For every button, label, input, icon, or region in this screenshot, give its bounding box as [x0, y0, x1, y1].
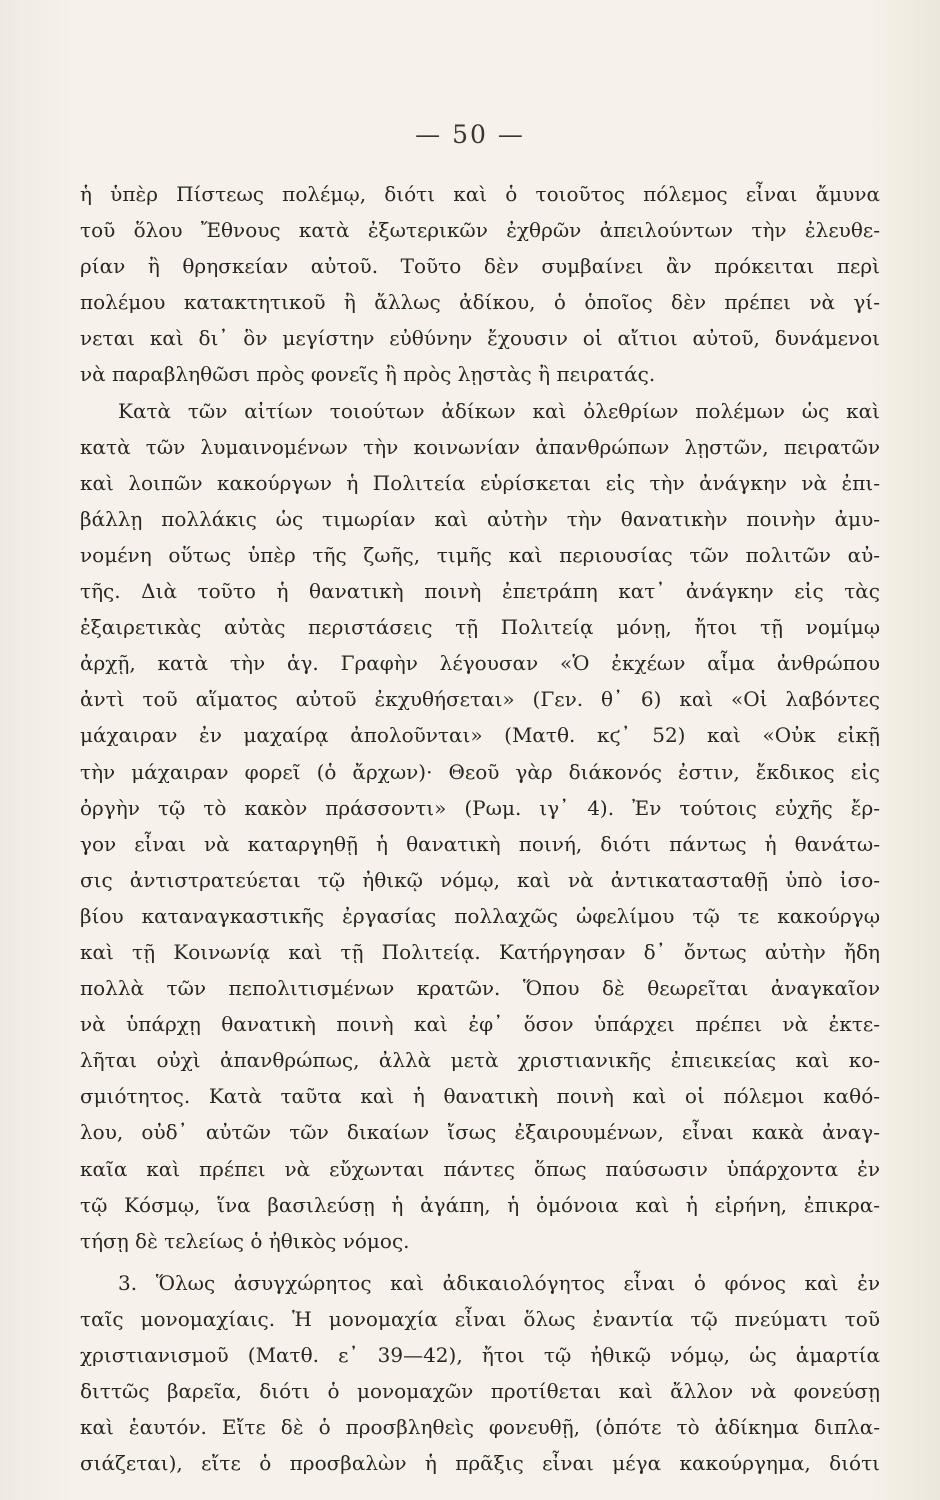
text-line: κατὰ τῶν λυμαινομένων τὴν κοινωνίαν ἀπανθρώπων λῃστῶν, πειρατῶν	[80, 434, 880, 459]
text-line: σις ἀντιστρατεύεται τῷ ἠθικῷ νόμῳ, καὶ νὰ ἀντικατασταθῇ ὑπὸ ἰσο-	[80, 867, 880, 892]
text-line: λῆται οὐχὶ ἀπανθρώπως, ἀλλὰ μετὰ χριστιανικῆς ἐπιεικείας καὶ κο-	[80, 1048, 880, 1073]
text-line: σμιότητος. Κατὰ ταῦτα καὶ ἡ θανατικὴ ποινὴ καὶ οἱ πόλεμοι καθό-	[80, 1084, 880, 1109]
text-line: πολλὰ τῶν πεπολιτισμένων κρατῶν. Ὅπου δὲ θεωρεῖται ἀναγκαῖον	[80, 976, 880, 1001]
text-line: καῖα καὶ πρέπει νὰ εὔχωνται πάντες ὅπως παύσωσιν ὑπάρχοντα ἐν	[80, 1156, 880, 1181]
text-line: καὶ ἑαυτόν. Εἴτε δὲ ὁ προσβληθεὶς φονευθῇ, (ὁπότε τὸ ἀδίκημα διπλα-	[80, 1415, 880, 1440]
text-line: ἀντὶ τοῦ αἵματος αὐτοῦ ἐκχυθήσεται» (Γεν. θ᾽ 6) καὶ «Οἱ λαβόντες	[80, 687, 880, 712]
text-line: τήσῃ δὲ τελείως ὁ ἠθικὸς νόμος.	[80, 1228, 410, 1253]
text-line: γον εἶναι νὰ καταργηθῇ ἡ θανατικὴ ποινή, διότι πάντως ἡ θανάτω-	[80, 831, 880, 856]
text-line: 3. Ὅλως ἀσυγχώρητος καὶ ἀδικαιολόγητος εἶναι ὁ φόνος καὶ ἐν	[118, 1270, 880, 1295]
text-line: πολέμου κατακτητικοῦ ἢ ἄλλως ἀδίκου, ὁ ὁποῖος δὲν πρέπει νὰ γί-	[80, 290, 880, 315]
text-line: ταῖς μονομαχίαις. Ἡ μονομαχία εἶναι ὅλως ἐναντία τῷ πνεύματι τοῦ	[80, 1306, 880, 1331]
text-line: χριστιανισμοῦ (Ματθ. ε᾽ 39—42), ἤτοι τῷ ἠθικῷ νόμῳ, ὡς ἁμαρτία	[80, 1343, 880, 1367]
text-line: ρίαν ἢ θρησκείαν αὐτοῦ. Τοῦτο δὲν συμβαίνει ἂν πρόκειται περὶ	[80, 254, 880, 279]
text-line: νὰ παραβληθῶσι πρὸς φονεῖς ἢ πρὸς λῃστὰς ἢ πειρατάς.	[80, 362, 656, 387]
text-line: νὰ ὑπάρχῃ θανατικὴ ποινὴ καὶ ἐφ᾽ ὅσον ὑπάρχει πρέπει νὰ ἐκτε-	[80, 1012, 880, 1037]
text-line: τὴν μάχαιραν φορεῖ (ὁ ἄρχων)· Θεοῦ γὰρ διάκονός ἐστιν, ἔκδικος εἰς	[80, 759, 880, 784]
text-line: διττῶς βαρεῖα, διότι ὁ μονομαχῶν προτίθεται καὶ ἄλλον νὰ φονεύσῃ	[80, 1379, 880, 1404]
text-line: λου, οὐδ᾽ αὐτῶν τῶν δικαίων ἴσως ἐξαιρουμένων, εἶναι κακὰ ἀναγ-	[80, 1120, 880, 1145]
text-line: τοῦ ὅλου Ἔθνους κατὰ ἐξωτερικῶν ἐχθρῶν ἀπειλούντων τὴν ἐλευθε-	[80, 218, 880, 243]
text-line: ἡ ὑπὲρ Πίστεως πολέμῳ, διότι καὶ ὁ τοιοῦτος πόλεμος εἶναι ἄμυνα	[80, 182, 880, 206]
text-line: βίου καταναγκαστικῆς ἐργασίας πολλαχῶς ὠφελίμου τῷ τε κακούργῳ	[80, 903, 880, 928]
text-line: καὶ τῇ Κοινωνίᾳ καὶ τῇ Πολιτείᾳ. Κατήργησαν δ᾽ ὄντως αὐτὴν ἤδη	[80, 939, 880, 964]
text-line: Κατὰ τῶν αἰτίων τοιούτων ἀδίκων καὶ ὀλεθρίων πολέμων ὡς καὶ	[118, 398, 880, 423]
text-line: νομένη οὕτως ὑπὲρ τῆς ζωῆς, τιμῆς καὶ περιουσίας τῶν πολιτῶν αὐ-	[80, 542, 880, 567]
text-line: ἀρχῇ, κατὰ τὴν ἁγ. Γραφὴν λέγουσαν «Ὁ ἐκχέων αἷμα ἀνθρώπου	[80, 651, 880, 676]
body-text	[80, 176, 880, 1481]
text-line: μάχαιραν ἐν μαχαίρᾳ ἀπολοῦνται» (Ματθ. κϛ᾽ 52) καὶ «Οὐκ εἰκῇ	[80, 723, 880, 748]
text-line: ὀργὴν τῷ τὸ κακὸν πράσσοντι» (Ρωμ. ιγ᾽ 4). Ἐν τούτοις εὐχῆς ἔρ-	[80, 795, 880, 820]
text-line: βάλλῃ πολλάκις ὡς τιμωρίαν καὶ αὐτὴν τὴν θανατικὴν ποινὴν ἀμυ-	[80, 506, 880, 531]
text-line: σιάζεται), εἴτε ὁ προσβαλὼν ἡ πρᾶξις εἶναι μέγα κακούργημα, διότι	[80, 1451, 880, 1476]
text-line: τῷ Κόσμῳ, ἵνα βασιλεύσῃ ἡ ἀγάπη, ἡ ὁμόνοια καὶ ἡ εἰρήνη, ἐπικρα-	[80, 1192, 880, 1217]
text-line: τῆς. Διὰ τοῦτο ἡ θανατικὴ ποινὴ ἐπετράπη κατ᾽ ἀνάγκην εἰς τὰς	[80, 579, 880, 604]
text-line: ἐξαιρετικὰς αὐτὰς περιστάσεις τῇ Πολιτείᾳ μόνῃ, ἤτοι τῇ νομίμῳ	[80, 615, 880, 640]
text-line: νεται καὶ δι᾽ ὃν μεγίστην εὐθύνην ἔχουσιν οἱ αἴτιοι αὐτοῦ, δυνάμενοι	[80, 326, 880, 351]
text-line: καὶ λοιπῶν κακούργων ἡ Πολιτεία εὑρίσκεται εἰς τὴν ἀνάγκην νὰ ἐπι-	[80, 470, 880, 495]
page-number: — 50 —	[415, 120, 525, 149]
